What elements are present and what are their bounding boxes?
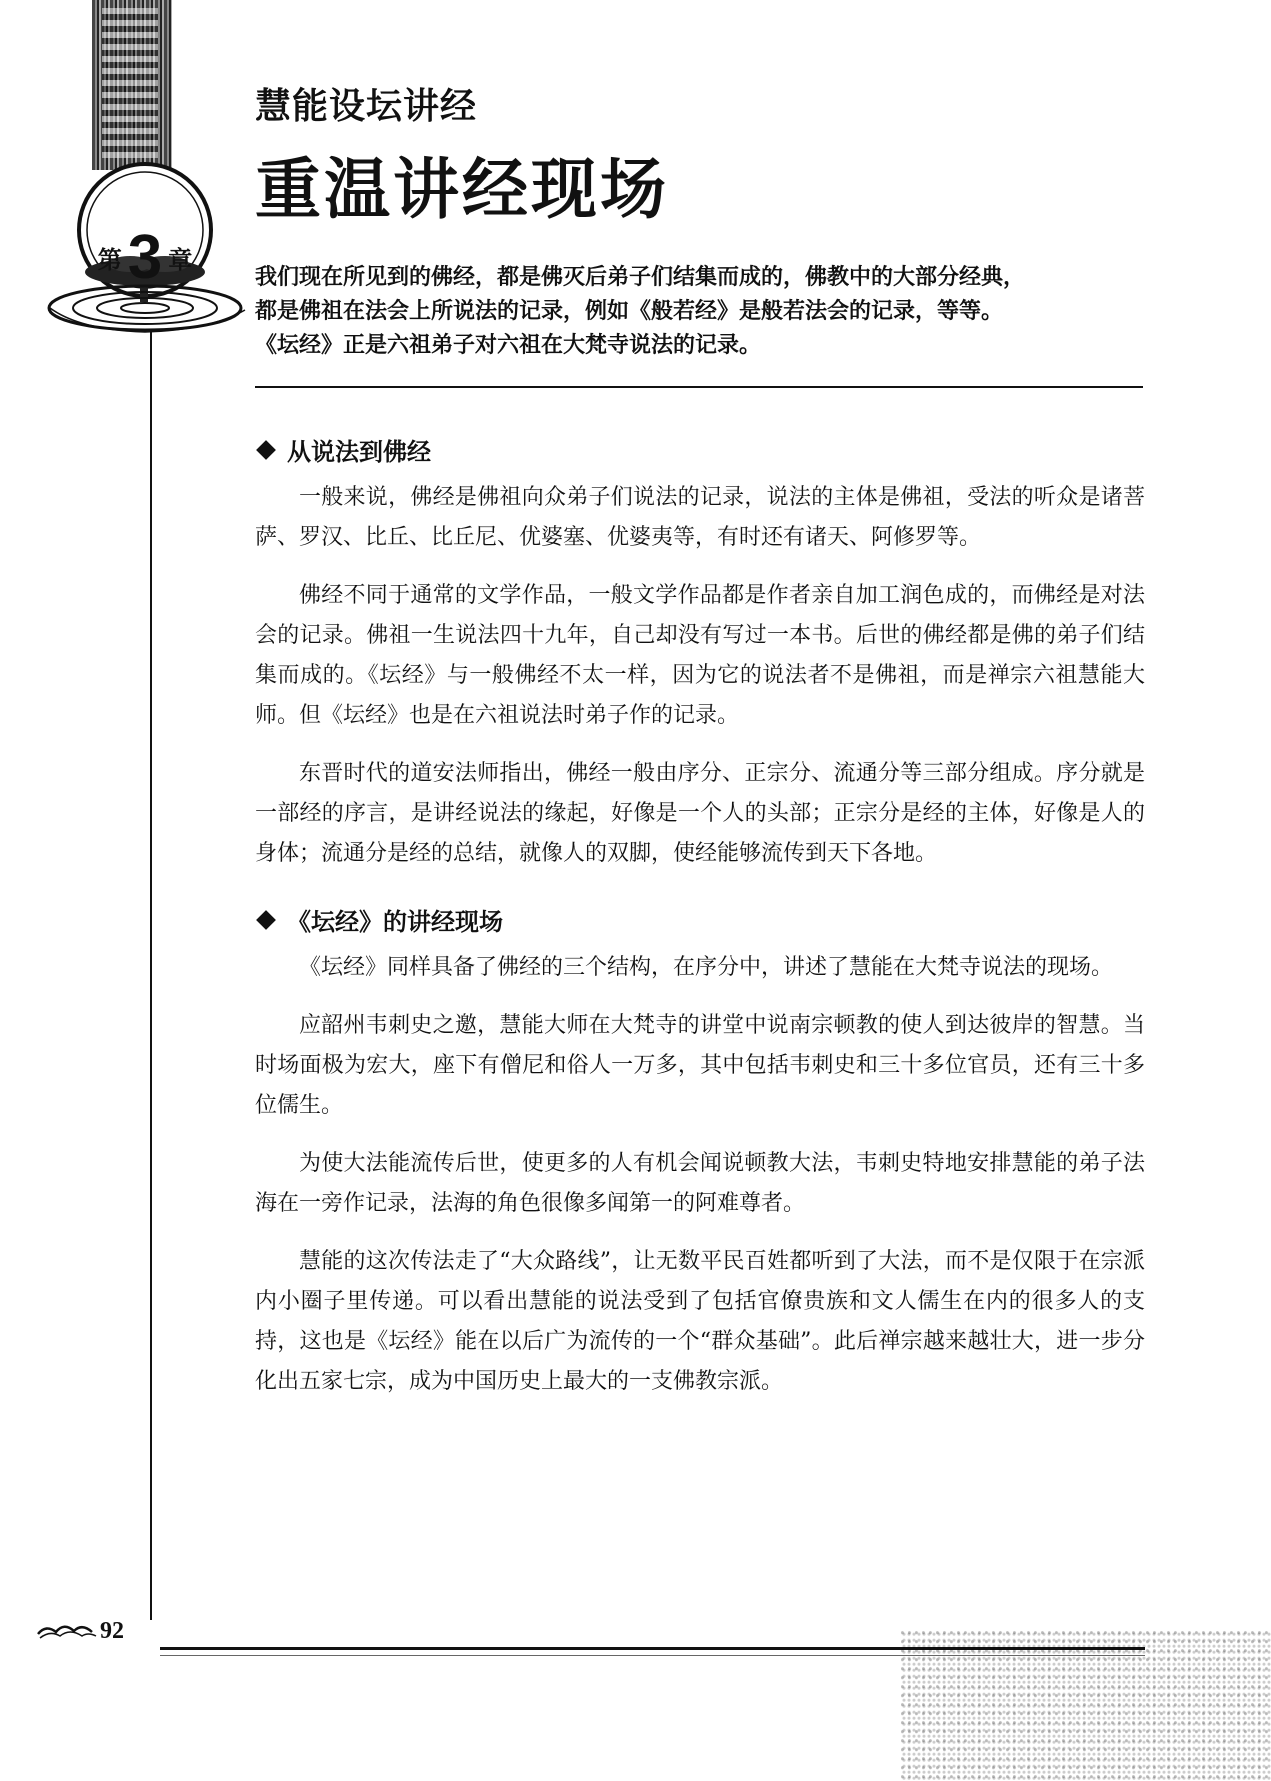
section-heading-text: 从说法到佛经: [287, 438, 431, 466]
cloud-ornament-icon: [36, 1620, 98, 1642]
article-body: [255, 432, 1145, 1402]
paragraph: 为使大法能流传后世，使更多的人有机会闻说顿教大法，韦刺史特地安排慧能的弟子法海在一旁作记录，法海的角色很像多闻第一的阿难尊者。: [255, 1151, 1145, 1216]
paragraph: 应韶州韦刺史之邀，慧能大师在大梵寺的讲堂中说南宗顿教的使人到达彼岸的智慧。当时场面极为宏大，座下有僧尼和俗人一万多，其中包括韦刺史和三十多位官员，还有三十多位儒生。: [255, 1013, 1145, 1118]
paragraph: 一般来说，佛经是佛祖向众弟子们说法的记录，说法的主体是佛祖，受法的听众是诸菩萨、罗汉、比丘、比丘尼、优婆塞、优婆夷等，有时还有诸天、阿修罗等。: [255, 485, 1145, 550]
intro-block: [255, 260, 1145, 362]
paragraph: 东晋时代的道安法师指出，佛经一般由序分、正宗分、流通分等三部分组成。序分就是一部经的序言，是讲经说法的缘起，好像是一个人的头部；正宗分是经的主体，好像是人的身体；流通分是经的总结，就像人的双脚，使经能够流传到天下各地。: [255, 761, 1145, 866]
paragraph: 慧能的这次传法走了“大众路线”，让无数平民百姓都听到了大法，而不是仅限于在宗派内小圈子里传递。可以看出慧能的说法受到了包括官僚贵族和文人儒生在内的很多人的支持，这也是《坛经》能在以后广为流传的一个“群众基础”。此后禅宗越来越壮大，进一步分化出五家七宗，成为中国历史上最大的一支佛教宗派。: [255, 1249, 1145, 1394]
chapter-suffix: 章: [168, 246, 193, 274]
page-title: 重温讲经现场: [255, 151, 669, 228]
intro-line: 我们现在所见到的佛经，都是佛灭后弟子们结集而成的，佛教中的大部分经典，: [255, 264, 1026, 290]
page-number: 92: [100, 1617, 124, 1644]
diamond-bullet-icon: [256, 440, 276, 460]
section-heading-text: 《坛经》的讲经现场: [287, 908, 503, 936]
decorative-side-strip: [92, 0, 172, 170]
scan-noise-texture: [901, 1630, 1271, 1781]
intro-divider: [255, 386, 1143, 388]
section-heading: [255, 432, 1145, 472]
chapter-kicker: 慧能设坛讲经: [255, 86, 478, 127]
margin-vertical-rule: [150, 330, 152, 1620]
intro-line: 都是佛祖在法会上所说法的记录，例如《般若经》是般若法会的记录，等等。: [255, 298, 1004, 324]
chapter-label: [40, 222, 250, 293]
diamond-bullet-icon: [256, 910, 276, 930]
paragraph: 佛经不同于通常的文学作品，一般文学作品都是作者亲自加工润色成的，而佛经是对法会的记录。佛祖一生说法四十九年，自己却没有写过一本书。后世的佛经都是佛的弟子们结集而成的。《坛经》与一般佛经不太一样，因为它的说法者不是佛祖，而是禅宗六祖慧能大师。但《坛经》也是在六祖说法时弟子作的记录。: [255, 583, 1145, 728]
chapter-badge: [40, 160, 290, 380]
section-heading: [255, 902, 1145, 942]
chapter-prefix: 第: [97, 246, 122, 274]
page-folio: [36, 1617, 124, 1645]
chapter-number: 3: [127, 223, 163, 292]
paragraph: 《坛经》同样具备了佛经的三个结构，在序分中，讲述了慧能在大梵寺说法的现场。: [299, 955, 1114, 980]
intro-line: 《坛经》正是六祖弟子对六祖在大梵寺说法的记录。: [255, 332, 762, 358]
